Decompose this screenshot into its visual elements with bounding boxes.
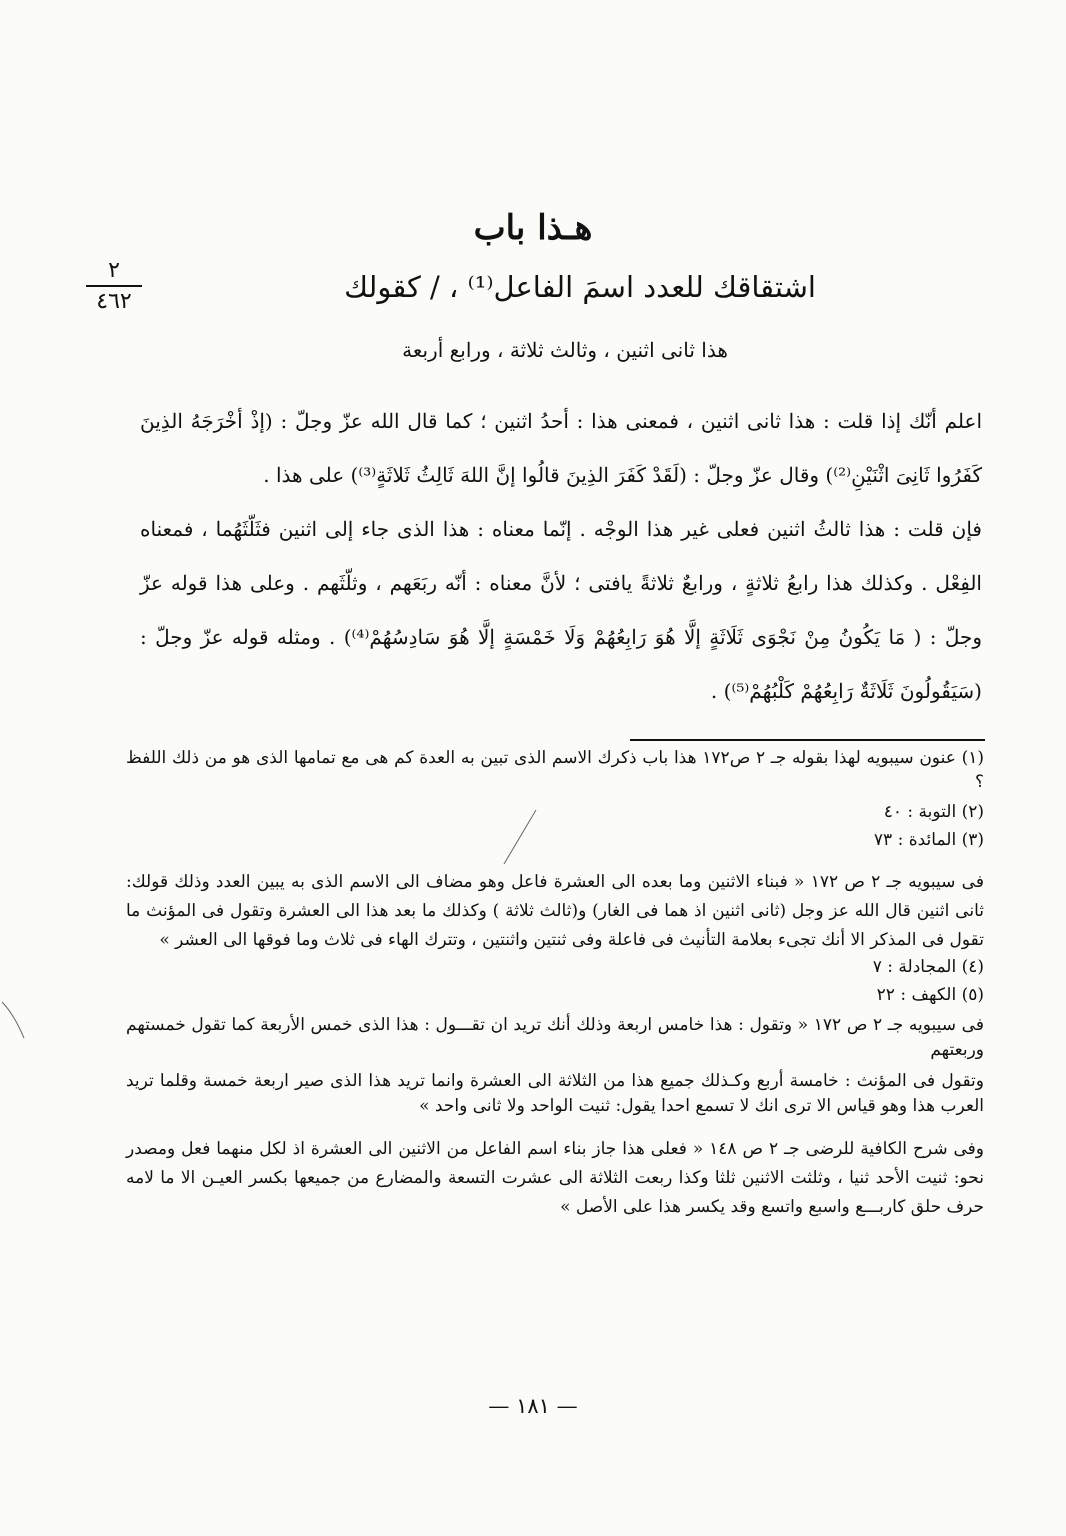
footnote-4: (٤) المجادلة : ٧ xyxy=(872,957,984,977)
footnote-2: (٢) التوبة : ٤٠ xyxy=(883,802,984,822)
footnote-5: (٥) الكهف : ٢٢ xyxy=(876,985,984,1005)
body-paragraph-2: فإن قلت : هذا ثالثُ اثنين فعلى غير هذا الوجْه . إنّما معناه : هذا الذى جاء إلى اثنين فثَلّثَهُما ، فمعناه الفِعْل . وكذلك هذا رابعُ ثلاثةٍ ، ورابعٌ ثلاثةً يافتى ؛ لأنَّ معناه : أنّه ربَعَهم ، وثلّثَهم . وعلى هذا قوله عزّ وجلّ : ( مَا يَكُونُ مِنْ نَجْوَى ثَلَاثَةٍ إلَّا هُوَ رَابِعُهُمْ وَلَا خَمْسَةٍ إلَّا هُوَ سَادِسُهُمْ⁽⁴⁾) . ومثله قوله عزّ وجلّ : (سَيَقُولُونَ ثَلَاثَةٌ رَابِعُهُمْ كَلْبُهُمْ⁽⁵⁾) . xyxy=(140,517,982,703)
footnote-3: (٣) المائدة : ٧٣ xyxy=(873,830,984,850)
footnote-commentary-3: وتقول فى المؤنث : خامسة أربع وكـذلك جميع هذا من الثلاثة الى العشرة وانما تريد هذا الذى صير اربعة خمسة وقلما تريد العرب هذا وهو قياس الا ترى انك لا تسمع احدا يقول: ثنيت الواحد ولا ثانى واحد » xyxy=(126,1071,984,1116)
page-number: — ١٨١ — xyxy=(488,1394,578,1418)
margin-page-reference xyxy=(78,258,150,314)
margin-volume: ٢ xyxy=(86,258,142,287)
main-body xyxy=(140,394,982,718)
footnote-divider xyxy=(630,739,985,741)
footnotes-section xyxy=(126,746,984,1222)
stray-edge-mark xyxy=(0,1000,30,1040)
footnote-1: (١) عنون سيبويه لهذا بقوله جـ ٢ ص١٧٢ هذا باب ذكرك الاسم الذى تبين به العدة كم هى مع تمامها الذى هو من ذلك اللفظ ؟ xyxy=(126,748,984,792)
chapter-subheading: اشتقاقك للعدد اسمَ الفاعل⁽¹⁾ ، / كقولك xyxy=(344,270,816,304)
margin-page: ٤٦٢ xyxy=(96,289,132,314)
chapter-heading: هـذا باب xyxy=(473,208,593,248)
footnote-commentary-1: فى سيبويه جـ ٢ ص ١٧٢ « فبناء الاثنين وما بعده الى العشرة فاعل وهو مضاف الى الاسم الذى به يبين العدد وذلك قولك: ثانى اثنين قال الله عز وجل (ثانى اثنين اذ هما فى الغار) و(ثالث ثلاثة ) وكذلك ما بعد هذا الى العشرة وتقول فى المؤنث ما تقول فى المذكر الا أنك تجىء بعلامة التأنيث فى فاعلة وفى ثنتين واثنتين ، وتترك الهاء فى ثلاث وما فوقها الى العشر » xyxy=(126,872,984,950)
chapter-example-line: هذا ثانى اثنين ، وثالث ثلاثة ، ورابع أربعة xyxy=(402,338,728,362)
body-paragraph-1: اعلم أنّك إذا قلت : هذا ثانى اثنين ، فمعنى هذا : أحدُ اثنين ؛ كما قال الله عزّ وجلّ : (إذْ أخْرَجَهُ الذِينَ كَفَرُوا ثَانِىَ اثْنَيْنِ⁽²⁾) وقال عزّ وجلّ : (لَقَدْ كَفَرَ الذِينَ قالُوا إنَّ اللهَ ثَالِثُ ثَلاثَةٍ⁽³⁾) على هذا . xyxy=(140,409,982,487)
footnote-commentary-4: وفى شرح الكافية للرضى جـ ٢ ص ١٤٨ « فعلى هذا جاز بناء اسم الفاعل من الاثنين الى العشرة اذ لكل منهما فعل ومصدر نحو: ثنيت الأحد ثنيا ، وثلثت الاثنين ثلثا وكذا ربعت الثلاثة الى عشرت التسعة والمضارع من جميعها بكسر العيـن الا ما لامه حرف حلق كاربـــع واسبع واتسع وقد يكسر هذا على الأصل » xyxy=(126,1139,984,1217)
stray-pencil-mark xyxy=(500,808,540,868)
footnote-commentary-2: فى سيبويه جـ ٢ ص ١٧٢ « وتقول : هذا خامس اربعة وذلك أنك تريد ان تقـــول : هذا الذى خمس الأربعة كما تقول خمستهم وربعتهم xyxy=(126,1015,984,1060)
